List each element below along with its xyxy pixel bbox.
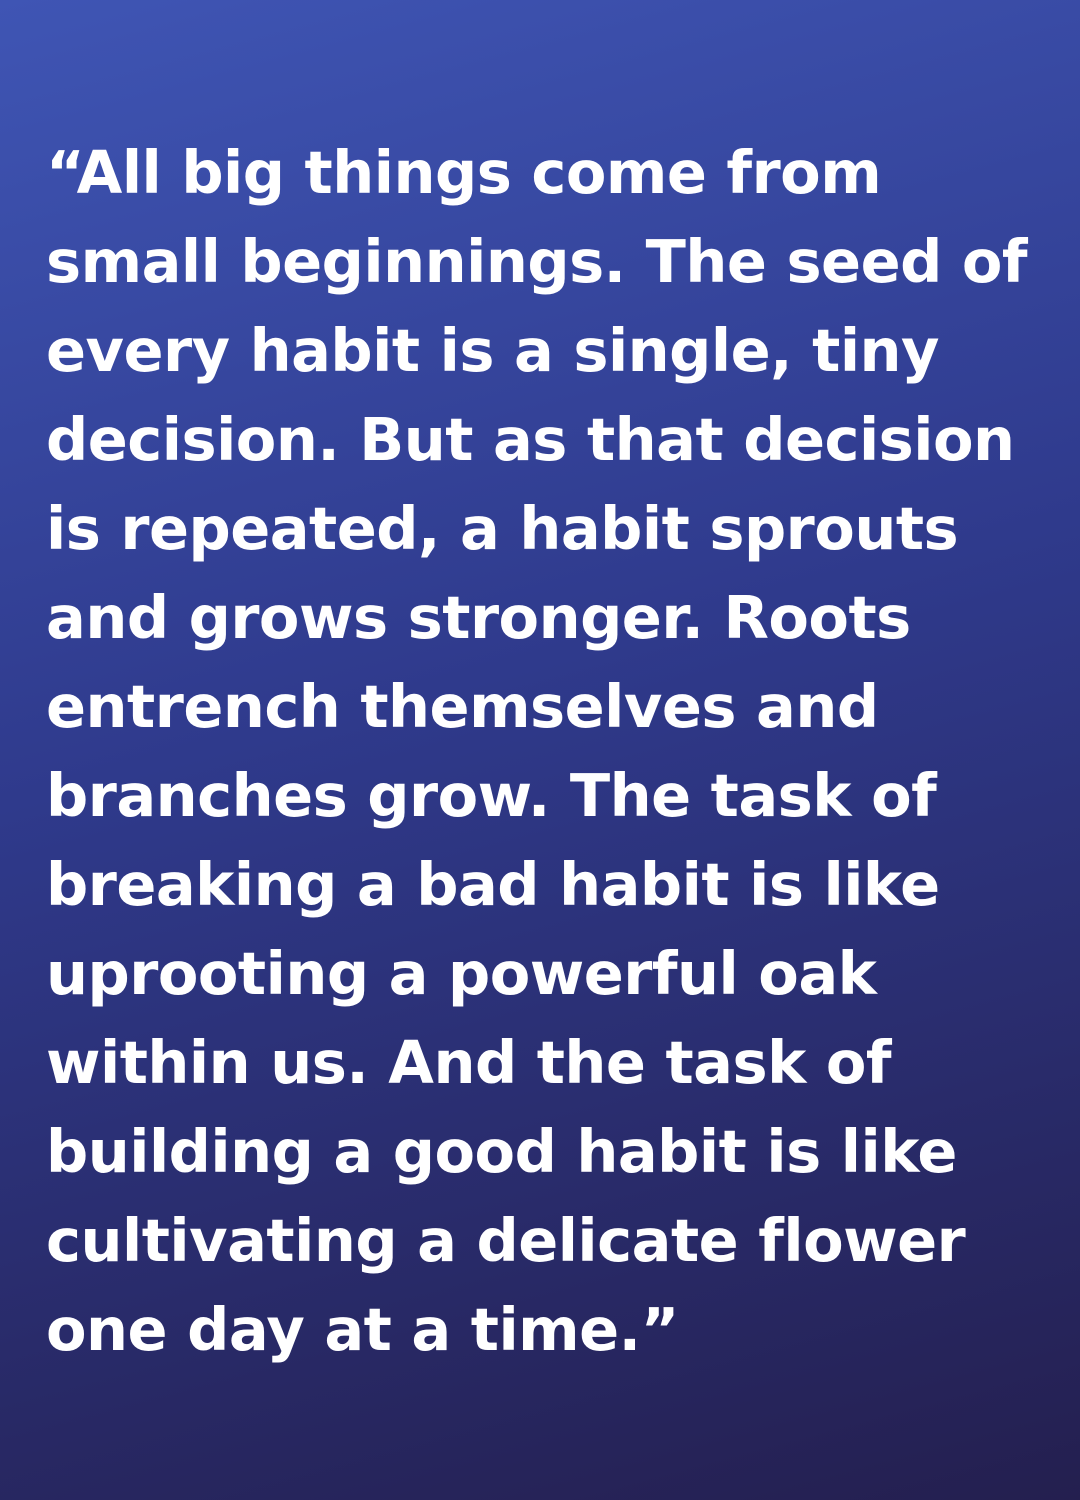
quote-line: every habit is a single, tiny xyxy=(46,316,939,385)
quote-line: breaking a bad habit is like xyxy=(46,850,940,919)
quote-line: “All big things come from xyxy=(46,138,882,207)
quote-line: and grows stronger. Roots xyxy=(46,583,911,652)
quote-line: small beginnings. The seed of xyxy=(46,227,1028,296)
quote-text xyxy=(46,128,1046,1374)
quote-line: decision. But as that decision xyxy=(46,405,1015,474)
quote-line: branches grow. The task of xyxy=(46,761,937,830)
quote-line: within us. And the task of xyxy=(46,1028,892,1097)
quote-line: cultivating a delicate flower xyxy=(46,1206,966,1275)
quote-line: building a good habit is like xyxy=(46,1117,957,1186)
quote-line: is repeated, a habit sprouts xyxy=(46,494,959,563)
quote-line: uprooting a powerful oak xyxy=(46,939,877,1008)
quote-line: entrench themselves and xyxy=(46,672,879,741)
quote-line: one day at a time.” xyxy=(46,1295,679,1364)
